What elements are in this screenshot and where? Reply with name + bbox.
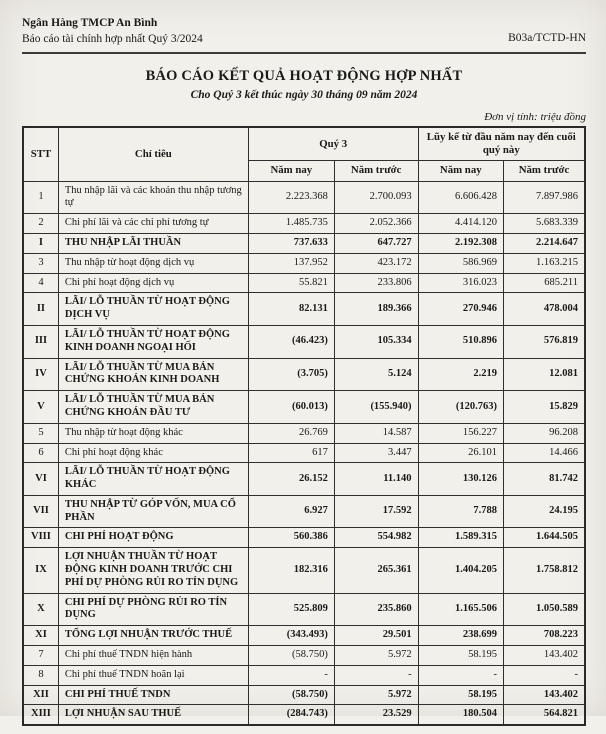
row-label: TỔNG LỢI NHUẬN TRƯỚC THUẾ bbox=[58, 626, 248, 646]
row-label: Thu nhập từ hoạt động khác bbox=[58, 423, 248, 443]
row-value-q3-current: (343.493) bbox=[248, 626, 334, 646]
row-stt: 8 bbox=[23, 665, 58, 685]
row-value-q3-current: 182.316 bbox=[248, 548, 334, 593]
row-stt: 6 bbox=[23, 443, 58, 463]
row-value-q3-current: 137.952 bbox=[248, 253, 334, 273]
row-value-ytd-current: 156.227 bbox=[418, 423, 503, 443]
table-header bbox=[23, 127, 585, 181]
row-label: Chi phí hoạt động dịch vụ bbox=[58, 273, 248, 293]
row-value-ytd-prior: 96.208 bbox=[503, 423, 585, 443]
row-value-q3-current: (46.423) bbox=[248, 325, 334, 358]
table-row bbox=[23, 463, 585, 496]
row-value-q3-prior: 233.806 bbox=[334, 273, 418, 293]
row-value-q3-prior: 17.592 bbox=[334, 495, 418, 528]
row-label: Thu nhập lãi và các khoản thu nhập tương tự bbox=[58, 181, 248, 214]
row-stt: IV bbox=[23, 358, 58, 391]
row-value-q3-prior: 2.052.366 bbox=[334, 214, 418, 234]
header-divider bbox=[22, 52, 586, 54]
row-value-q3-prior: 5.972 bbox=[334, 646, 418, 666]
col-header-ytd-prior-year: Năm trước bbox=[503, 161, 585, 181]
table-row bbox=[23, 548, 585, 593]
row-label: LÃI/ LỖ THUẦN TỪ HOẠT ĐỘNG DỊCH VỤ bbox=[58, 293, 248, 326]
row-value-ytd-prior: 1.644.505 bbox=[503, 528, 585, 548]
row-value-ytd-prior: - bbox=[503, 665, 585, 685]
row-value-ytd-current: - bbox=[418, 665, 503, 685]
row-value-ytd-current: 26.101 bbox=[418, 443, 503, 463]
row-value-ytd-current: 1.404.205 bbox=[418, 548, 503, 593]
row-value-q3-prior: 105.334 bbox=[334, 325, 418, 358]
col-header-ytd-group: Lũy kế từ đầu năm nay đến cuối quý này bbox=[418, 127, 585, 161]
report-title: BÁO CÁO KẾT QUẢ HOẠT ĐỘNG HỢP NHẤT bbox=[145, 68, 463, 85]
row-label: THU NHẬP TỪ GÓP VỐN, MUA CỔ PHẦN bbox=[58, 495, 248, 528]
row-value-q3-current: 1.485.735 bbox=[248, 214, 334, 234]
row-value-q3-current: 617 bbox=[248, 443, 334, 463]
form-code: B03a/TCTD-HN bbox=[508, 31, 586, 44]
row-stt: XIII bbox=[23, 705, 58, 725]
row-value-ytd-current: 510.896 bbox=[418, 325, 503, 358]
table-row bbox=[23, 443, 585, 463]
row-stt: V bbox=[23, 391, 58, 424]
row-value-ytd-current: 58.195 bbox=[418, 646, 503, 666]
row-value-ytd-current: 238.699 bbox=[418, 626, 503, 646]
row-label: Chi phí thuế TNDN hiện hành bbox=[58, 646, 248, 666]
header-left-block bbox=[22, 16, 203, 47]
row-label: CHI PHÍ DỰ PHÒNG RỦI RO TÍN DỤNG bbox=[58, 593, 248, 626]
row-stt: XI bbox=[23, 626, 58, 646]
income-statement-table bbox=[22, 126, 586, 726]
table-row bbox=[23, 705, 585, 725]
row-value-ytd-prior: 143.402 bbox=[503, 646, 585, 666]
table-row bbox=[23, 181, 585, 214]
row-label: LÃI/ LỖ THUẦN TỪ MUA BÁN CHỨNG KHOÁN ĐẦU TƯ bbox=[58, 391, 248, 424]
row-stt: VII bbox=[23, 495, 58, 528]
row-value-ytd-prior: 564.821 bbox=[503, 705, 585, 725]
row-value-q3-current: 2.223.368 bbox=[248, 181, 334, 214]
row-value-ytd-prior: 14.466 bbox=[503, 443, 585, 463]
table-row bbox=[23, 325, 585, 358]
row-value-ytd-current: 130.126 bbox=[418, 463, 503, 496]
row-value-q3-current: 26.152 bbox=[248, 463, 334, 496]
row-value-ytd-prior: 7.897.986 bbox=[503, 181, 585, 214]
row-value-ytd-prior: 1.050.589 bbox=[503, 593, 585, 626]
row-label: Chi phí hoạt động khác bbox=[58, 443, 248, 463]
table-row bbox=[23, 593, 585, 626]
table-row bbox=[23, 293, 585, 326]
report-subtitle: Cho Quý 3 kết thúc ngày 30 tháng 09 năm 2024 bbox=[190, 89, 418, 102]
table-row bbox=[23, 273, 585, 293]
row-value-ytd-prior: 24.195 bbox=[503, 495, 585, 528]
row-value-ytd-prior: 708.223 bbox=[503, 626, 585, 646]
row-value-q3-prior: 423.172 bbox=[334, 253, 418, 273]
table-row bbox=[23, 233, 585, 253]
row-value-q3-current: (58.750) bbox=[248, 646, 334, 666]
row-label: LỢI NHUẬN THUẦN TỪ HOẠT ĐỘNG KINH DOANH TRƯỚC CHI PHÍ DỰ PHÒNG RỦI RO TÍN DỤNG bbox=[58, 548, 248, 593]
row-value-q3-current: (284.743) bbox=[248, 705, 334, 725]
row-stt: 2 bbox=[23, 214, 58, 234]
row-value-ytd-prior: 1.163.215 bbox=[503, 253, 585, 273]
row-value-ytd-current: (120.763) bbox=[418, 391, 503, 424]
row-label: Chi phí thuế TNDN hoãn lại bbox=[58, 665, 248, 685]
row-value-q3-current: (58.750) bbox=[248, 685, 334, 705]
table-row bbox=[23, 214, 585, 234]
row-value-q3-prior: 647.727 bbox=[334, 233, 418, 253]
report-name: Báo cáo tài chính hợp nhất Quý 3/2024 bbox=[22, 32, 203, 45]
row-stt: VIII bbox=[23, 528, 58, 548]
table-row bbox=[23, 391, 585, 424]
row-value-q3-prior: - bbox=[334, 665, 418, 685]
col-header-q3-current-year: Năm nay bbox=[248, 161, 334, 181]
row-value-ytd-current: 316.023 bbox=[418, 273, 503, 293]
col-header-q3-group: Quý 3 bbox=[248, 127, 418, 161]
row-value-ytd-current: 1.589.315 bbox=[418, 528, 503, 548]
row-label: LỢI NHUẬN SAU THUẾ bbox=[58, 705, 248, 725]
row-value-ytd-current: 7.788 bbox=[418, 495, 503, 528]
row-label: Thu nhập từ hoạt động dịch vụ bbox=[58, 253, 248, 273]
row-value-q3-current: 525.809 bbox=[248, 593, 334, 626]
row-value-ytd-current: 586.969 bbox=[418, 253, 503, 273]
table-row bbox=[23, 528, 585, 548]
row-value-ytd-prior: 685.211 bbox=[503, 273, 585, 293]
row-value-ytd-prior: 12.081 bbox=[503, 358, 585, 391]
row-stt: 3 bbox=[23, 253, 58, 273]
row-value-ytd-current: 58.195 bbox=[418, 685, 503, 705]
row-value-ytd-prior: 5.683.339 bbox=[503, 214, 585, 234]
row-label: CHI PHÍ HOẠT ĐỘNG bbox=[58, 528, 248, 548]
row-stt: 5 bbox=[23, 423, 58, 443]
row-value-ytd-current: 2.192.308 bbox=[418, 233, 503, 253]
table-row bbox=[23, 358, 585, 391]
table-row bbox=[23, 646, 585, 666]
row-stt: XII bbox=[23, 685, 58, 705]
row-stt: I bbox=[23, 233, 58, 253]
table-row bbox=[23, 665, 585, 685]
row-value-q3-prior: (155.940) bbox=[334, 391, 418, 424]
row-value-q3-current: 6.927 bbox=[248, 495, 334, 528]
row-label: THU NHẬP LÃI THUẦN bbox=[58, 233, 248, 253]
row-stt: VI bbox=[23, 463, 58, 496]
table-row bbox=[23, 423, 585, 443]
row-value-ytd-prior: 2.214.647 bbox=[503, 233, 585, 253]
row-value-q3-prior: 554.982 bbox=[334, 528, 418, 548]
row-value-q3-prior: 2.700.093 bbox=[334, 181, 418, 214]
document-header bbox=[22, 16, 586, 47]
row-value-ytd-prior: 143.402 bbox=[503, 685, 585, 705]
row-value-q3-prior: 29.501 bbox=[334, 626, 418, 646]
row-value-ytd-prior: 576.819 bbox=[503, 325, 585, 358]
row-label: LÃI/ LỖ THUẦN TỪ HOẠT ĐỘNG KINH DOANH NGOẠI HỐI bbox=[58, 325, 248, 358]
row-value-q3-current: 560.386 bbox=[248, 528, 334, 548]
row-value-q3-prior: 189.366 bbox=[334, 293, 418, 326]
unit-note: Đơn vị tính: triệu đồng bbox=[484, 111, 586, 124]
row-stt: III bbox=[23, 325, 58, 358]
row-value-q3-prior: 14.587 bbox=[334, 423, 418, 443]
row-value-ytd-current: 2.219 bbox=[418, 358, 503, 391]
row-label: LÃI/ LỖ THUẦN TỪ HOẠT ĐỘNG KHÁC bbox=[58, 463, 248, 496]
row-value-q3-current: (60.013) bbox=[248, 391, 334, 424]
row-label: LÃI/ LỖ THUẦN TỪ MUA BÁN CHỨNG KHOÁN KINH DOANH bbox=[58, 358, 248, 391]
row-value-q3-current: (3.705) bbox=[248, 358, 334, 391]
row-value-ytd-current: 4.414.120 bbox=[418, 214, 503, 234]
row-stt: X bbox=[23, 593, 58, 626]
row-value-ytd-current: 180.504 bbox=[418, 705, 503, 725]
row-stt: IX bbox=[23, 548, 58, 593]
row-stt: 7 bbox=[23, 646, 58, 666]
row-stt: 1 bbox=[23, 181, 58, 214]
table-row bbox=[23, 495, 585, 528]
col-header-stt: STT bbox=[23, 127, 58, 181]
row-value-q3-prior: 11.140 bbox=[334, 463, 418, 496]
row-value-ytd-prior: 1.758.812 bbox=[503, 548, 585, 593]
row-value-q3-prior: 5.124 bbox=[334, 358, 418, 391]
table-header-row-group bbox=[23, 127, 585, 161]
row-value-q3-current: - bbox=[248, 665, 334, 685]
row-label: CHI PHÍ THUẾ TNDN bbox=[58, 685, 248, 705]
col-header-ytd-current-year: Năm nay bbox=[418, 161, 503, 181]
table-body bbox=[23, 181, 585, 725]
table-row bbox=[23, 253, 585, 273]
row-value-q3-prior: 5.972 bbox=[334, 685, 418, 705]
bank-name: Ngân Hàng TMCP An Bình bbox=[22, 17, 158, 29]
row-value-q3-current: 737.633 bbox=[248, 233, 334, 253]
row-value-ytd-prior: 81.742 bbox=[503, 463, 585, 496]
row-value-q3-current: 55.821 bbox=[248, 273, 334, 293]
row-value-ytd-current: 270.946 bbox=[418, 293, 503, 326]
row-value-q3-prior: 265.361 bbox=[334, 548, 418, 593]
row-value-q3-current: 26.769 bbox=[248, 423, 334, 443]
col-header-q3-prior-year: Năm trước bbox=[334, 161, 418, 181]
row-value-q3-prior: 235.860 bbox=[334, 593, 418, 626]
row-value-ytd-prior: 15.829 bbox=[503, 391, 585, 424]
row-stt: II bbox=[23, 293, 58, 326]
row-stt: 4 bbox=[23, 273, 58, 293]
row-value-q3-prior: 3.447 bbox=[334, 443, 418, 463]
row-label: Chi phí lãi và các chi phí tương tự bbox=[58, 214, 248, 234]
row-value-ytd-current: 6.606.428 bbox=[418, 181, 503, 214]
row-value-ytd-current: 1.165.506 bbox=[418, 593, 503, 626]
row-value-q3-prior: 23.529 bbox=[334, 705, 418, 725]
col-header-indicator: Chỉ tiêu bbox=[58, 127, 248, 181]
table-row bbox=[23, 626, 585, 646]
row-value-ytd-prior: 478.004 bbox=[503, 293, 585, 326]
table-row bbox=[23, 685, 585, 705]
row-value-q3-current: 82.131 bbox=[248, 293, 334, 326]
